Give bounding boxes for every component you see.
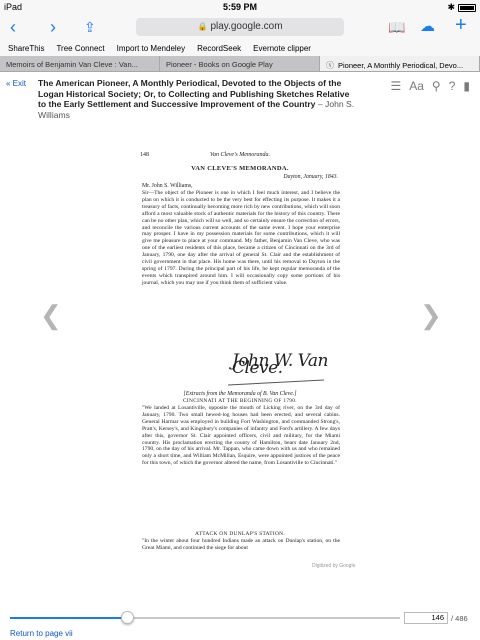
status-bar <box>0 0 480 14</box>
book-title <box>38 78 358 120</box>
device-label: iPad <box>4 2 23 12</box>
bookmarks-icon[interactable]: 📖 <box>388 19 406 35</box>
contents-icon[interactable]: ☰ <box>390 79 402 93</box>
back-icon[interactable]: ‹ <box>10 17 16 37</box>
page-total: / 486 <box>451 614 468 623</box>
bookmark-item[interactable]: ShareThis <box>8 43 45 53</box>
book-page <box>140 152 340 572</box>
lock-icon: 🔒 <box>197 22 208 31</box>
tab-pioneer-books[interactable] <box>160 56 320 71</box>
letter-body: Sir—The object of the Pioneer is one in which I feel much interest, and I believe the plan on which it is conducted to be the very best for effecting its purpose. It makes it a treasury of facts, continually becoming more rich by new contributions, which will soon afford a most valuable stock of authentic materials for the history of this country. There can be no other plan, which will so well, and so certainly ensure the correction of errors, and reconcile the various current accounts of the same event. I hope your enterprise may prosper. I have in my possession materials for some contributions, which it will give me pleasure to place at your command. My father, Benjamin Van Cleve, who was one of the earliest residents of this place, became a citizen of Cincinnati on the 3rd of January, 1790, one day after the arrival of general St. Clair and the establishment of civil government in that place. His home was there, until his removal to Dayton in the spring of 1797. During the principal part of his life, he kept regular memoranda of the events which transpired around him. I will occasionally copy some portions of his journal, which you may use if you think them of sufficient value. <box>142 190 340 286</box>
tab-strip <box>0 56 480 72</box>
salutation: Mr. John S. Williams, <box>142 183 193 189</box>
slider-fill <box>10 617 127 619</box>
battery-icon <box>458 4 476 12</box>
tab-label: Memoirs of Benjamin Van Cleve : Van... <box>6 60 138 69</box>
new-tab-icon[interactable]: + <box>455 14 467 36</box>
section-heading-attack: ATTACK ON DUNLAP'S STATION. <box>195 531 285 537</box>
help-icon[interactable]: ? <box>448 79 456 93</box>
slider-knob[interactable] <box>121 611 134 624</box>
bookmark-item[interactable]: Tree Connect <box>56 43 105 53</box>
exit-link[interactable]: « Exit <box>6 79 27 88</box>
bookmark-icon[interactable]: ▮ <box>463 79 470 93</box>
next-page-icon[interactable]: ❯ <box>420 300 442 330</box>
signature-underline <box>228 379 324 385</box>
section-body-cincinnati: "We landed at Losantiville, opposite the mouth of Licking river, on the 3rd day of January, 1790. Two small hewed-log houses had been erected, and several cabins. General Harmar was employed in building Fort Washington, and commanded Strong's, Pratt's, Kersey's, and Kingsbury's companies of infantry and Ford's artillery. A few days after this, governor St. Clair appointed officers, civil and military, for the Miami country. His proclamation erecting the county of Hamilton, bears date January 2nd, 1790, on the day of his arrival. Mr. Tappan, who came down with us and who remained only a short time, and William McMillan, Esquire, were appointed justices of the peace for this town, of which the governor altered the name, from Losantiville to Cincinnati." <box>142 405 340 467</box>
book-title-text: The American Pioneer, A Monthly Periodical, Devoted to the Objects of the Logan Historical Society; Or, to Collecting and Publishing Sketches Relative to the Early Settlement and Successive Improvement of the Country <box>38 78 350 109</box>
status-right <box>447 2 476 13</box>
page-slider[interactable] <box>10 617 400 619</box>
cloud-icon[interactable]: ☁ <box>420 18 435 35</box>
bookmark-item[interactable]: Evernote clipper <box>253 43 311 53</box>
browser-toolbar <box>0 14 480 40</box>
bookmark-item[interactable]: RecordSeek <box>197 43 242 53</box>
search-icon[interactable]: ⚲ <box>431 79 441 93</box>
close-tab-icon[interactable]: ⓧ <box>326 61 334 70</box>
reader-header <box>0 74 480 120</box>
bookmark-item[interactable]: Import to Mendeley <box>116 43 186 53</box>
tab-memoirs[interactable] <box>0 56 160 71</box>
tab-pioneer-periodical[interactable] <box>320 56 480 71</box>
forward-icon[interactable]: › <box>50 17 56 37</box>
digitized-by-google: Digitized by Google <box>312 563 356 569</box>
font-settings-button[interactable]: Aa <box>409 79 424 93</box>
book-author: – John S. Williams <box>38 99 355 120</box>
dateline: Dayton, January, 1843. <box>283 174 338 180</box>
share-icon[interactable]: ⇪ <box>84 19 96 35</box>
page-heading: VAN CLEVE'S MEMORANDA. <box>191 165 289 172</box>
page-number-input[interactable]: 146 <box>404 612 448 624</box>
running-head: Van Cleve's Memoranda. <box>209 152 271 158</box>
bluetooth-icon: ✱ <box>447 2 455 12</box>
section-body-attack: "In the winter about four hundred Indians made an attack on Dunlap's station, on the Great Miami, and continued the siege for about <box>142 538 340 551</box>
page-number: 148 <box>140 152 149 158</box>
signature: John W. Van Cleve. <box>232 351 328 378</box>
tab-label: Pioneer - Books on Google Play <box>166 60 273 69</box>
address-bar[interactable] <box>136 18 344 36</box>
previous-page-icon[interactable]: ❮ <box>40 300 62 330</box>
section-heading-cincinnati: CINCINNATI AT THE BEGINNING OF 1790. <box>183 398 297 404</box>
reader-tools <box>390 79 470 93</box>
clock: 5:59 PM <box>222 2 257 12</box>
tab-label: Pioneer, A Monthly Periodical, Devo... <box>338 61 464 70</box>
bookmarks-bar <box>0 40 480 56</box>
return-to-page-link[interactable]: Return to page vii <box>10 629 73 638</box>
extract-line: [Extracts from the Memoranda of B. Van Cleve.] <box>183 391 297 397</box>
url-text: play.google.com <box>210 21 283 32</box>
